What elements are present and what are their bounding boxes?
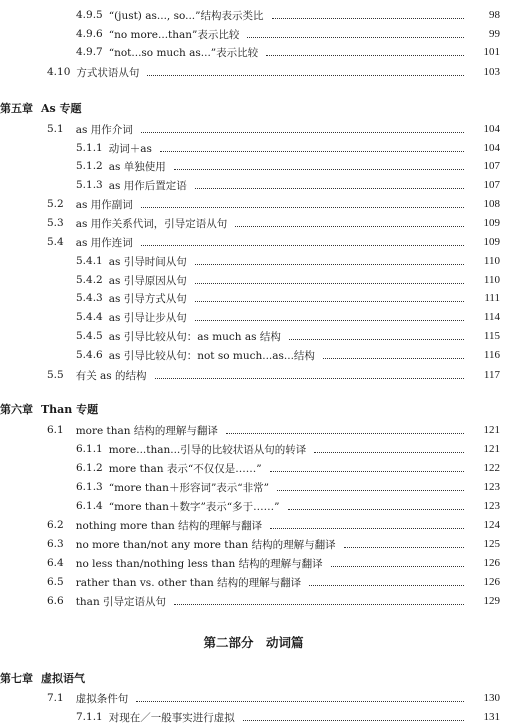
entry-number: 5.4.3	[76, 292, 103, 304]
entry-number: 5.2	[47, 198, 64, 210]
entry-page: 104	[483, 123, 500, 135]
entry-page: 124	[483, 519, 500, 531]
entry-page: 109	[483, 236, 500, 248]
leader-dots	[141, 207, 464, 208]
entry-title: as 引导比较从句：as much as 结构	[108, 330, 281, 343]
entry-title: 虚拟条件句	[75, 692, 129, 705]
part-heading: 第二部分 动词篇	[203, 635, 304, 650]
chapter-heading[interactable]	[0, 400, 98, 418]
entry-title: “not...so much as...”表示比较	[108, 46, 259, 59]
entry-page: 125	[483, 538, 500, 550]
chapter-number: 第五章	[0, 102, 33, 115]
entry-number: 5.1	[47, 123, 64, 135]
entry-title: 有关 as 的结构	[75, 369, 147, 382]
entry-page: 110	[483, 274, 500, 286]
entry-page: 129	[483, 595, 500, 607]
toc-entry[interactable]	[0, 327, 507, 345]
toc-entry[interactable]	[0, 478, 507, 496]
leader-dots	[289, 339, 464, 340]
leader-dots	[314, 452, 464, 453]
toc-entry[interactable]	[0, 516, 507, 534]
chapter-heading[interactable]	[0, 669, 85, 687]
entry-number: 6.1.2	[76, 462, 103, 474]
toc-entry[interactable]	[0, 271, 507, 289]
entry-page: 116	[483, 349, 500, 361]
entry-title: more than 表示“不仅仅是……”	[108, 462, 262, 475]
leader-dots	[195, 188, 464, 189]
entry-title: as 用作关系代词，引导定语从句	[75, 217, 228, 230]
entry-title: as 用作后置定语	[108, 179, 187, 192]
entry-number: 6.1.3	[76, 481, 103, 493]
leader-dots	[331, 566, 464, 567]
entry-page: 99	[489, 28, 500, 40]
leader-dots	[136, 701, 464, 702]
entry-number: 5.4	[47, 236, 64, 248]
leader-dots	[288, 509, 464, 510]
leader-dots	[270, 471, 464, 472]
toc-entry[interactable]	[0, 689, 507, 707]
entry-number: 6.6	[47, 595, 64, 607]
chapter-number: 第六章	[0, 403, 33, 416]
toc-entry[interactable]	[0, 195, 507, 213]
chapter-title: 虚拟语气	[41, 672, 85, 685]
leader-dots	[160, 151, 464, 152]
leader-dots	[277, 490, 464, 491]
toc-entry[interactable]	[0, 233, 507, 251]
leader-dots	[141, 132, 464, 133]
leader-dots	[195, 320, 464, 321]
leader-dots	[266, 55, 464, 56]
toc-entry[interactable]	[0, 535, 507, 553]
leader-dots	[195, 301, 464, 302]
entry-title: no more than/not any more than 结构的理解与翻译	[75, 538, 336, 551]
entry-title: rather than vs. other than 结构的理解与翻译	[75, 576, 302, 589]
entry-number: 5.3	[47, 217, 64, 229]
chapter-heading[interactable]	[0, 99, 82, 117]
entry-page: 122	[483, 462, 500, 474]
toc-entry[interactable]	[0, 346, 507, 364]
entry-page: 117	[483, 369, 500, 381]
entry-number: 5.4.1	[76, 255, 103, 267]
toc-entry[interactable]	[0, 421, 507, 439]
leader-dots	[195, 264, 464, 265]
entry-page: 101	[483, 46, 500, 58]
entry-number: 4.9.7	[76, 46, 103, 58]
entry-page: 103	[483, 66, 500, 78]
entry-title: as 引导时间从句	[108, 255, 187, 268]
entry-title: more...than...引导的比较状语从句的转译	[108, 443, 307, 456]
entry-title: no less than/nothing less than 结构的理解与翻译	[75, 557, 323, 570]
entry-page: 131	[483, 711, 500, 723]
toc-entry[interactable]	[0, 63, 507, 81]
entry-page: 111	[484, 292, 500, 304]
entry-page: 114	[483, 311, 500, 323]
entry-number: 5.4.6	[76, 349, 103, 361]
entry-page: 121	[483, 443, 500, 455]
entry-title: 对现在／一般事实进行虚拟	[108, 711, 235, 724]
toc-entry[interactable]	[0, 6, 507, 24]
entry-title: as 引导原因从句	[108, 274, 187, 287]
entry-title: as 用作介词	[75, 123, 133, 136]
entry-page: 108	[483, 198, 500, 210]
chapter-number: 第七章	[0, 672, 33, 685]
entry-page: 126	[483, 576, 500, 588]
toc-entry[interactable]	[0, 25, 507, 43]
toc-entry[interactable]	[0, 139, 507, 157]
entry-number: 6.5	[47, 576, 64, 588]
leader-dots	[235, 226, 464, 227]
entry-number: 5.1.3	[76, 179, 103, 191]
entry-number: 6.1.1	[76, 443, 103, 455]
leader-dots	[155, 378, 464, 379]
entry-title: as 引导方式从句	[108, 292, 187, 305]
leader-dots	[344, 547, 464, 548]
leader-dots	[147, 75, 464, 76]
entry-number: 6.2	[47, 519, 64, 531]
chapter-title: As 专题	[41, 102, 82, 115]
leader-dots	[270, 528, 464, 529]
entry-number: 6.3	[47, 538, 64, 550]
toc-entry[interactable]	[0, 554, 507, 572]
entry-page: 107	[483, 160, 500, 172]
leader-dots	[247, 37, 464, 38]
entry-title: nothing more than 结构的理解与翻译	[75, 519, 263, 532]
entry-title: as 引导让步从句	[108, 311, 187, 324]
toc-entry[interactable]	[0, 157, 507, 175]
leader-dots	[272, 18, 465, 19]
entry-title: “more than＋形容词”表示“非常”	[108, 481, 270, 494]
entry-number: 5.4.2	[76, 274, 103, 286]
toc-entry[interactable]	[0, 289, 507, 307]
entry-page: 107	[483, 179, 500, 191]
entry-title: than 引导定语从句	[75, 595, 167, 608]
leader-dots	[141, 245, 464, 246]
entry-page: 126	[483, 557, 500, 569]
toc-entry[interactable]	[0, 176, 507, 194]
leader-dots	[174, 169, 464, 170]
toc-entry[interactable]	[0, 459, 507, 477]
leader-dots	[226, 433, 464, 434]
chapter-title: Than 专题	[41, 403, 99, 416]
toc-entry[interactable]	[0, 708, 507, 726]
entry-number: 4.9.5	[76, 9, 103, 21]
entry-page: 110	[483, 255, 500, 267]
entry-title: “no more...than”表示比较	[108, 28, 240, 41]
entry-page: 98	[489, 9, 500, 21]
entry-page: 115	[483, 330, 500, 342]
entry-title: as 单独使用	[108, 160, 166, 173]
entry-number: 6.1.4	[76, 500, 103, 512]
entry-number: 5.5	[47, 369, 64, 381]
entry-page: 130	[483, 692, 500, 704]
entry-title: as 用作副词	[75, 198, 133, 211]
toc-entry[interactable]	[0, 308, 507, 326]
entry-page: 123	[483, 481, 500, 493]
entry-number: 4.10	[47, 66, 71, 78]
toc-entry[interactable]	[0, 440, 507, 458]
entry-number: 5.4.4	[76, 311, 103, 323]
entry-title: 动词＋as	[108, 142, 152, 155]
entry-title: “more than＋数字”表示“多于……”	[108, 500, 280, 513]
entry-page: 104	[483, 142, 500, 154]
entry-number: 5.1.1	[76, 142, 103, 154]
entry-title: “(just) as..., so...”结构表示类比	[108, 9, 264, 22]
entry-number: 7.1	[47, 692, 64, 704]
entry-number: 6.1	[47, 424, 64, 436]
entry-title: 方式状语从句	[76, 66, 140, 79]
leader-dots	[243, 720, 464, 721]
entry-title: more than 结构的理解与翻译	[75, 424, 218, 437]
toc-entry[interactable]	[0, 366, 507, 384]
entry-number: 5.4.5	[76, 330, 103, 342]
toc-entry[interactable]	[0, 120, 507, 138]
entry-page: 123	[483, 500, 500, 512]
leader-dots	[309, 585, 464, 586]
entry-number: 5.1.2	[76, 160, 103, 172]
entry-number: 4.9.6	[76, 28, 103, 40]
toc-entry[interactable]	[0, 592, 507, 610]
leader-dots	[195, 283, 464, 284]
entry-title: as 用作连词	[75, 236, 133, 249]
entry-title: as 引导比较从句：not so much...as...结构	[108, 349, 315, 362]
toc-entry[interactable]	[0, 573, 507, 591]
entry-page: 121	[483, 424, 500, 436]
entry-page: 109	[483, 217, 500, 229]
leader-dots	[323, 358, 464, 359]
entry-number: 7.1.1	[76, 711, 103, 723]
toc-entry[interactable]	[0, 497, 507, 515]
entry-number: 6.4	[47, 557, 64, 569]
toc-entry[interactable]	[0, 214, 507, 232]
toc-entry[interactable]	[0, 43, 507, 61]
leader-dots	[174, 604, 464, 605]
toc-entry[interactable]	[0, 252, 507, 270]
